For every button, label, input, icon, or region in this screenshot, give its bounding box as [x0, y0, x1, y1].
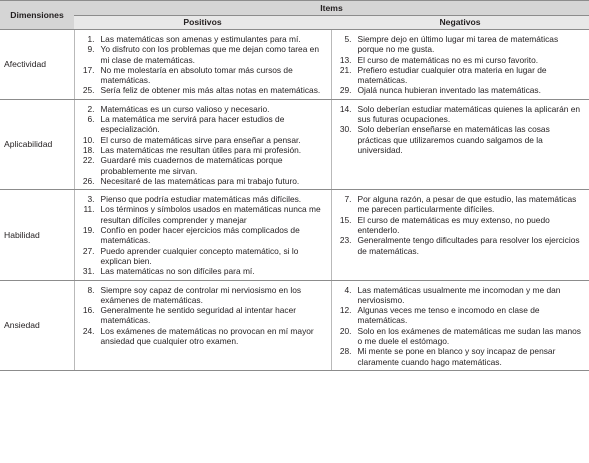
item-text: Sería feliz de obtener mis más altas notas en matemáticas.: [100, 85, 321, 96]
item-number: 4.: [344, 284, 352, 295]
list-item: [79, 145, 327, 155]
item-number: 9.: [87, 44, 95, 55]
list-item: [79, 176, 327, 186]
list-item: [79, 285, 327, 306]
list-item: [336, 194, 586, 215]
list-item: [336, 124, 586, 155]
list-item: [79, 155, 327, 176]
item-text: Las matemáticas no son difíciles para mí.: [100, 266, 255, 277]
negativos-cell: [331, 280, 589, 370]
list-item: [336, 65, 586, 86]
item-number: 13.: [339, 54, 352, 65]
header-items: Items: [74, 1, 589, 16]
item-text: Matemáticas es un curso valioso y necesario.: [100, 103, 270, 114]
negativos-cell: [331, 30, 589, 100]
list-item: [79, 44, 327, 65]
item-number: 29.: [339, 85, 352, 96]
item-text: Guardaré mis cuadernos de matemáticas porque probablemente me sirvan.: [100, 155, 283, 176]
item-number: 3.: [87, 194, 95, 205]
item-text: Confío en poder hacer ejercicios más complicados de matemáticas.: [100, 225, 300, 246]
list-item: [79, 34, 327, 44]
positivos-cell: [74, 280, 331, 370]
item-number: 27.: [82, 245, 95, 256]
list-item: [79, 326, 327, 347]
negativos-cell: [331, 190, 589, 280]
item-text: Generalmente tengo dificultades para resolver los ejercicios de matemáticas.: [357, 235, 580, 256]
header-dimensiones: Dimensiones: [0, 1, 74, 30]
header-positivos: Positivos: [74, 16, 331, 30]
list-item: [336, 235, 586, 256]
item-text: Generalmente he sentido seguridad al intentar hacer matemáticas.: [100, 305, 297, 326]
item-text: Yo disfruto con los problemas que me dejan como tarea en mi clase de matemáticas.: [100, 44, 320, 65]
item-number: 24.: [82, 325, 95, 336]
item-number: 8.: [87, 284, 95, 295]
item-number: 20.: [339, 325, 352, 336]
item-number: 10.: [82, 134, 95, 145]
list-item: [79, 85, 327, 95]
item-text: Las matemáticas son amenas y estimulantes para mí.: [100, 34, 301, 44]
item-number: 18.: [82, 144, 95, 155]
item-text: La matemática me servirá para hacer estudios de especialización.: [100, 114, 285, 135]
list-item: [336, 85, 586, 95]
list-item: [79, 135, 327, 145]
dimension-label: Ansiedad: [0, 280, 74, 370]
list-item: [336, 55, 586, 65]
list-item: [336, 326, 586, 347]
item-number: 12.: [339, 305, 352, 316]
list-item: [336, 346, 586, 367]
item-number: 23.: [339, 235, 352, 246]
list-item: [79, 266, 327, 276]
item-text: No me molestaría en absoluto tomar más cursos de matemáticas.: [100, 64, 293, 86]
list-item: [336, 104, 586, 125]
item-number: 5.: [344, 34, 352, 44]
positivos-cell: [74, 99, 331, 189]
positivos-cell: [74, 190, 331, 280]
item-text: Prefiero estudiar cualquier otra materia en lugar de matemáticas.: [357, 64, 547, 86]
list-item: [79, 246, 327, 267]
list-item: [79, 65, 327, 86]
list-item: [79, 114, 327, 135]
dimension-label: Aplicabilidad: [0, 99, 74, 189]
item-text: Siempre soy capaz de controlar mi nerviosismo en los exámenes de matemáticas.: [100, 284, 302, 305]
item-number: 28.: [339, 346, 352, 357]
item-number: 15.: [339, 214, 352, 225]
dimension-label: Habilidad: [0, 190, 74, 280]
item-number: 14.: [339, 103, 352, 114]
item-number: 26.: [82, 175, 95, 186]
list-item: [79, 204, 327, 225]
item-text: Pienso que podría estudiar matemáticas más difíciles.: [100, 194, 302, 205]
item-text: Mi mente se pone en blanco y soy incapaz de pensar claramente cuando hago matemáticas.: [357, 346, 556, 367]
item-number: 19.: [82, 225, 95, 236]
item-text: Las matemáticas me resultan útiles para mi profesión.: [100, 144, 302, 155]
list-item: [336, 34, 586, 55]
item-text: Ojalá nunca hubieran inventado las matemáticas.: [357, 85, 541, 96]
item-number: 25.: [82, 85, 95, 96]
item-number: 2.: [87, 103, 95, 114]
item-text: El curso de matemáticas no es mi curso favorito.: [357, 54, 539, 65]
list-item: [336, 305, 586, 326]
item-text: Algunas veces me tenso e incomodo en clase de matemáticas.: [357, 305, 540, 326]
table-row: [0, 99, 589, 189]
item-number: 30.: [339, 124, 352, 135]
item-number: 1.: [87, 34, 95, 44]
item-text: Por alguna razón, a pesar de que estudio, las matemáticas me parecen particularmente difíciles.: [357, 194, 577, 215]
item-number: 17.: [82, 64, 95, 75]
item-text: Los términos y símbolos usados en matemáticas nunca me resultan difíciles comprender y manejar: [100, 204, 321, 225]
list-item: [79, 305, 327, 326]
item-text: El curso de matemáticas sirve para enseñar a pensar.: [100, 134, 301, 145]
item-number: 21.: [339, 64, 352, 75]
table-row: [0, 190, 589, 280]
item-text: Los exámenes de matemáticas no provocan en mí mayor ansiedad que cualquier otro examen.: [100, 325, 314, 347]
item-number: 22.: [82, 155, 95, 166]
positivos-cell: [74, 30, 331, 100]
item-number: 6.: [87, 114, 95, 125]
list-item: [336, 285, 586, 306]
dimension-label: Afectividad: [0, 30, 74, 100]
item-number: 11.: [83, 204, 95, 215]
list-item: [336, 215, 586, 236]
item-text: Puedo aprender cualquier concepto matemático, si lo explican bien.: [100, 245, 299, 266]
header-negativos: Negativos: [331, 16, 589, 30]
table-row: [0, 30, 589, 100]
item-text: Necesitaré de las matemáticas para mi trabajo futuro.: [100, 175, 300, 186]
table-row: [0, 280, 589, 370]
item-text: El curso de matemáticas es muy extenso, no puedo entenderlo.: [357, 214, 550, 236]
item-number: 7.: [344, 194, 352, 205]
item-text: Solo deberían estudiar matemáticas quienes la aplicarán en sus futuras ocupaciones.: [357, 103, 581, 125]
item-number: 16.: [82, 305, 95, 316]
item-text: Solo en los exámenes de matemáticas me sudan las manos o me duele el estómago.: [357, 325, 581, 347]
list-item: [79, 194, 327, 204]
item-number: 31.: [82, 266, 95, 277]
list-item: [79, 104, 327, 114]
item-text: Siempre dejo en último lugar mi tarea de matemáticas porque no me gusta.: [357, 34, 559, 55]
negativos-cell: [331, 99, 589, 189]
item-text: Las matemáticas usualmente me incomodan y me dan nerviosismo.: [357, 284, 561, 305]
item-text: Solo deberían enseñarse en matemáticas las cosas prácticas que utilizaremos cuando salgamos de la universidad.: [357, 124, 550, 155]
table-body: [0, 30, 589, 371]
list-item: [79, 225, 327, 246]
